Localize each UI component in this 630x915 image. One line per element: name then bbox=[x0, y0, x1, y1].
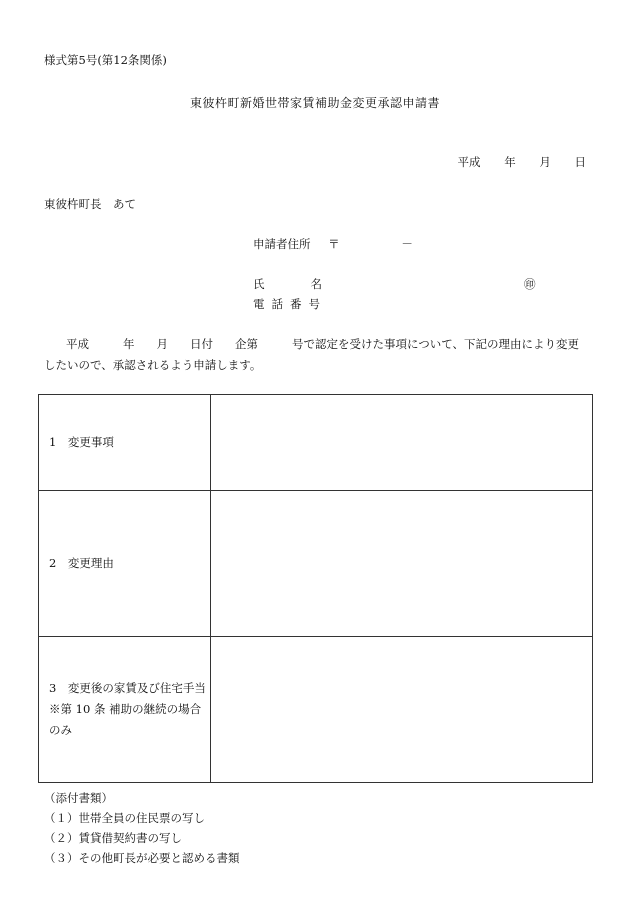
statement-ref: 企第 bbox=[235, 337, 258, 351]
address-label: 申請者住所 bbox=[253, 237, 311, 251]
row-label-text: 1 変更事項 bbox=[49, 435, 114, 449]
rent-after-change-field[interactable] bbox=[211, 637, 593, 783]
table-row bbox=[39, 637, 593, 783]
statement-era: 平成 bbox=[66, 337, 89, 351]
applicant-address-line bbox=[253, 236, 413, 252]
row-label-text: 2 変更理由 bbox=[49, 556, 114, 570]
statement-month: 月 bbox=[156, 337, 168, 351]
attachment-item: （１）世帯全員の住民票の写し bbox=[44, 811, 205, 825]
table-row bbox=[39, 395, 593, 491]
attachments-heading: （添付書類） bbox=[44, 791, 113, 805]
name-label-1: 氏 bbox=[253, 277, 265, 291]
table-row bbox=[39, 491, 593, 637]
date-line bbox=[458, 154, 586, 170]
applicant-name-line bbox=[253, 276, 322, 292]
row-label-change-item bbox=[39, 395, 211, 491]
statement-rest: 号で認定を受けた事項について、下記の理由により変更したいので、承認されるよう申請します。 bbox=[44, 337, 580, 372]
addressee: 東彼杵町長 あて bbox=[44, 197, 136, 211]
change-item-field[interactable] bbox=[211, 395, 593, 491]
row-label-rent-after-change bbox=[39, 637, 211, 783]
date-era: 平成 bbox=[457, 155, 481, 169]
row-label-change-reason bbox=[39, 491, 211, 637]
change-items-table bbox=[38, 394, 593, 783]
date-day: 日 bbox=[574, 155, 586, 169]
row-label-text: 3 変更後の家賃及び住宅手当 bbox=[49, 681, 206, 695]
attachment-item: （２）賃貸借契約書の写し bbox=[44, 831, 182, 845]
phone-label: 電話番号 bbox=[253, 297, 327, 311]
date-month: 月 bbox=[539, 155, 551, 169]
postal-dash: － bbox=[401, 237, 413, 251]
document-title: 東彼杵町新婚世帯家賃補助金変更承認申請書 bbox=[189, 96, 440, 110]
date-year: 年 bbox=[504, 155, 516, 169]
statement-day: 日付 bbox=[190, 337, 213, 351]
change-reason-field[interactable] bbox=[211, 491, 593, 637]
attachment-item: （３）その他町長が必要と認める書類 bbox=[44, 851, 240, 865]
attachments-section bbox=[44, 788, 240, 868]
form-number: 様式第5号(第12条関係) bbox=[44, 53, 167, 67]
application-statement bbox=[44, 334, 590, 376]
postal-mark: 〒 bbox=[328, 237, 340, 251]
name-label-2: 名 bbox=[310, 277, 322, 291]
statement-year: 年 bbox=[123, 337, 135, 351]
row-label-note: ※第 10 条 補助の継続の場合のみ bbox=[49, 702, 202, 737]
seal-mark: ㊞ bbox=[524, 277, 536, 291]
